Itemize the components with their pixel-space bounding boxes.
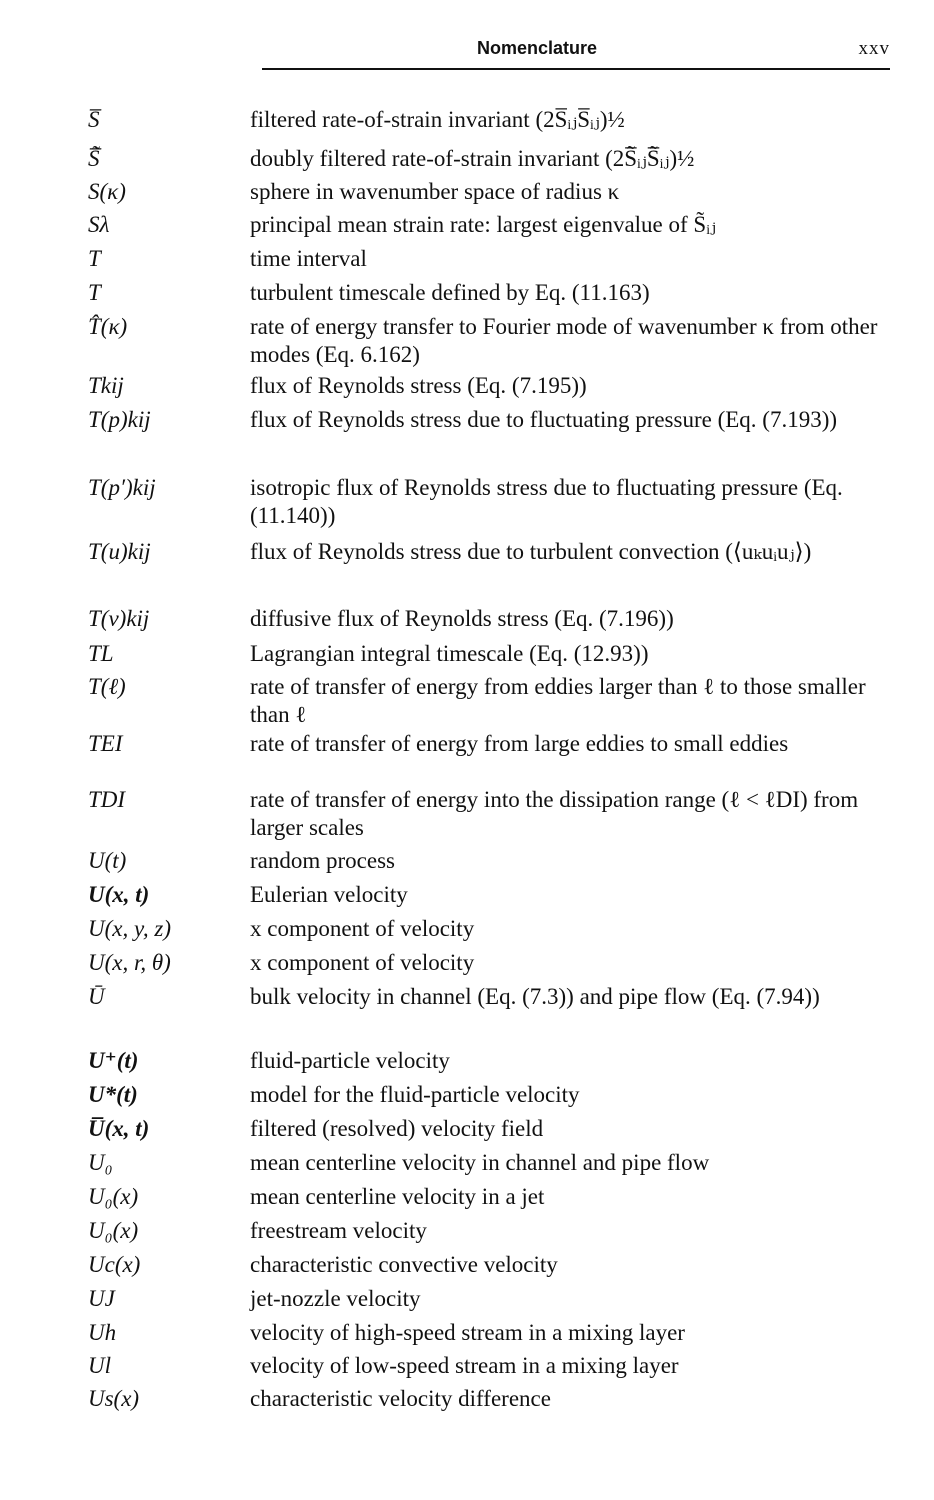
entry-description: model for the fluid-particle velocity	[250, 1082, 580, 1107]
entry-symbol: U(x, r, θ)	[88, 950, 171, 975]
entry-symbol: U̅(x, t)	[88, 1116, 150, 1141]
entry-symbol: U₀	[88, 1150, 113, 1175]
entry-symbol: U₀(x)	[88, 1218, 139, 1243]
entry-description: x component of velocity	[250, 950, 475, 975]
entry-symbol: U(t)	[88, 848, 127, 873]
entry-description: rate of energy transfer to Fourier mode of wavenumber κ from other modes (Eq. 6.162)	[250, 314, 878, 367]
entry-description: turbulent timescale defined by Eq. (11.163)	[250, 280, 650, 305]
entry-description: velocity of high-speed stream in a mixing layer	[250, 1320, 685, 1345]
entry-symbol: T(u)kij	[88, 539, 151, 564]
entry-description: flux of Reynolds stress due to fluctuating pressure (Eq. (7.193))	[250, 407, 838, 432]
entry-description: flux of Reynolds stress due to turbulent convection (⟨uₖuᵢuⱼ⟩)	[250, 539, 812, 564]
entry-description: filtered (resolved) velocity field	[250, 1116, 544, 1141]
entry-symbol: S(κ)	[88, 179, 126, 204]
entry-description: isotropic flux of Reynolds stress due to fluctuating pressure (Eq. (11.140))	[250, 475, 843, 528]
entry-description: characteristic velocity difference	[250, 1386, 551, 1411]
entry-symbol: S̅̃	[88, 146, 100, 171]
entry-description: velocity of low-speed stream in a mixing layer	[250, 1353, 679, 1378]
running-title: Nomenclature	[476, 38, 598, 58]
entry-description: rate of transfer of energy from eddies larger than ℓ to those smaller than ℓ	[250, 674, 866, 727]
entry-description: flux of Reynolds stress (Eq. (7.195))	[250, 373, 587, 398]
entry-symbol: T(p)kij	[88, 407, 151, 432]
entry-symbol: U*(t)	[88, 1082, 138, 1107]
entry-symbol: T̂(κ)	[88, 314, 128, 339]
entry-description: x component of velocity	[250, 916, 475, 941]
page-number: xxv	[858, 38, 890, 59]
entry-symbol: Ū	[88, 984, 105, 1009]
entry-description: random process	[250, 848, 395, 873]
entry-description: time interval	[250, 246, 367, 271]
entry-description: filtered rate-of-strain invariant (2S̅ᵢⱼS̅ᵢⱼ)½	[250, 107, 625, 132]
entry-description: fluid-particle velocity	[250, 1048, 450, 1073]
entry-symbol: TDI	[88, 787, 126, 812]
entry-description: sphere in wavenumber space of radius κ	[250, 179, 620, 204]
entry-symbol: UJ	[88, 1286, 115, 1311]
entry-description: doubly filtered rate-of-strain invariant (2S̅̃ᵢⱼS̅̃ᵢⱼ)½	[250, 146, 695, 171]
entry-description: freestream velocity	[250, 1218, 427, 1243]
entry-description: diffusive flux of Reynolds stress (Eq. (7.196))	[250, 606, 674, 631]
entry-symbol: TEI	[88, 731, 123, 756]
entry-description: principal mean strain rate: largest eigenvalue of S̃ᵢⱼ	[250, 212, 717, 237]
entry-symbol: T(p′)kij	[88, 475, 156, 500]
entry-symbol: T	[88, 280, 101, 305]
entry-symbol: U(x, y, z)	[88, 916, 172, 941]
entry-description: rate of transfer of energy into the dissipation range (ℓ < ℓDI) from larger scales	[250, 787, 859, 840]
entry-symbol: S̅	[88, 107, 100, 132]
entry-symbol: U₀(x)	[88, 1184, 139, 1209]
entry-symbol: Uc(x)	[88, 1252, 141, 1277]
entry-description: Lagrangian integral timescale (Eq. (12.93))	[250, 641, 649, 666]
entry-symbol: Us(x)	[88, 1386, 140, 1411]
entry-description: jet-nozzle velocity	[250, 1286, 421, 1311]
entry-symbol: Sλ	[88, 212, 110, 237]
entry-symbol: T(ℓ)	[88, 674, 126, 699]
entry-description: mean centerline velocity in a jet	[250, 1184, 545, 1209]
entry-description: mean centerline velocity in channel and pipe flow	[250, 1150, 710, 1175]
entry-symbol: T(ν)kij	[88, 606, 150, 631]
entry-symbol: TL	[88, 641, 114, 666]
entry-symbol: Uh	[88, 1320, 117, 1345]
entry-symbol: T	[88, 246, 101, 271]
entry-symbol: Tkij	[88, 373, 124, 398]
entry-description: rate of transfer of energy from large eddies to small eddies	[250, 731, 789, 756]
entry-symbol: U⁺(t)	[88, 1048, 139, 1073]
entry-symbol: Ul	[88, 1353, 111, 1378]
entry-symbol: U(x, t)	[88, 882, 150, 907]
entry-description: bulk velocity in channel (Eq. (7.3)) and pipe flow (Eq. (7.94))	[250, 984, 820, 1009]
entry-description: characteristic convective velocity	[250, 1252, 558, 1277]
entry-description: Eulerian velocity	[250, 882, 408, 907]
